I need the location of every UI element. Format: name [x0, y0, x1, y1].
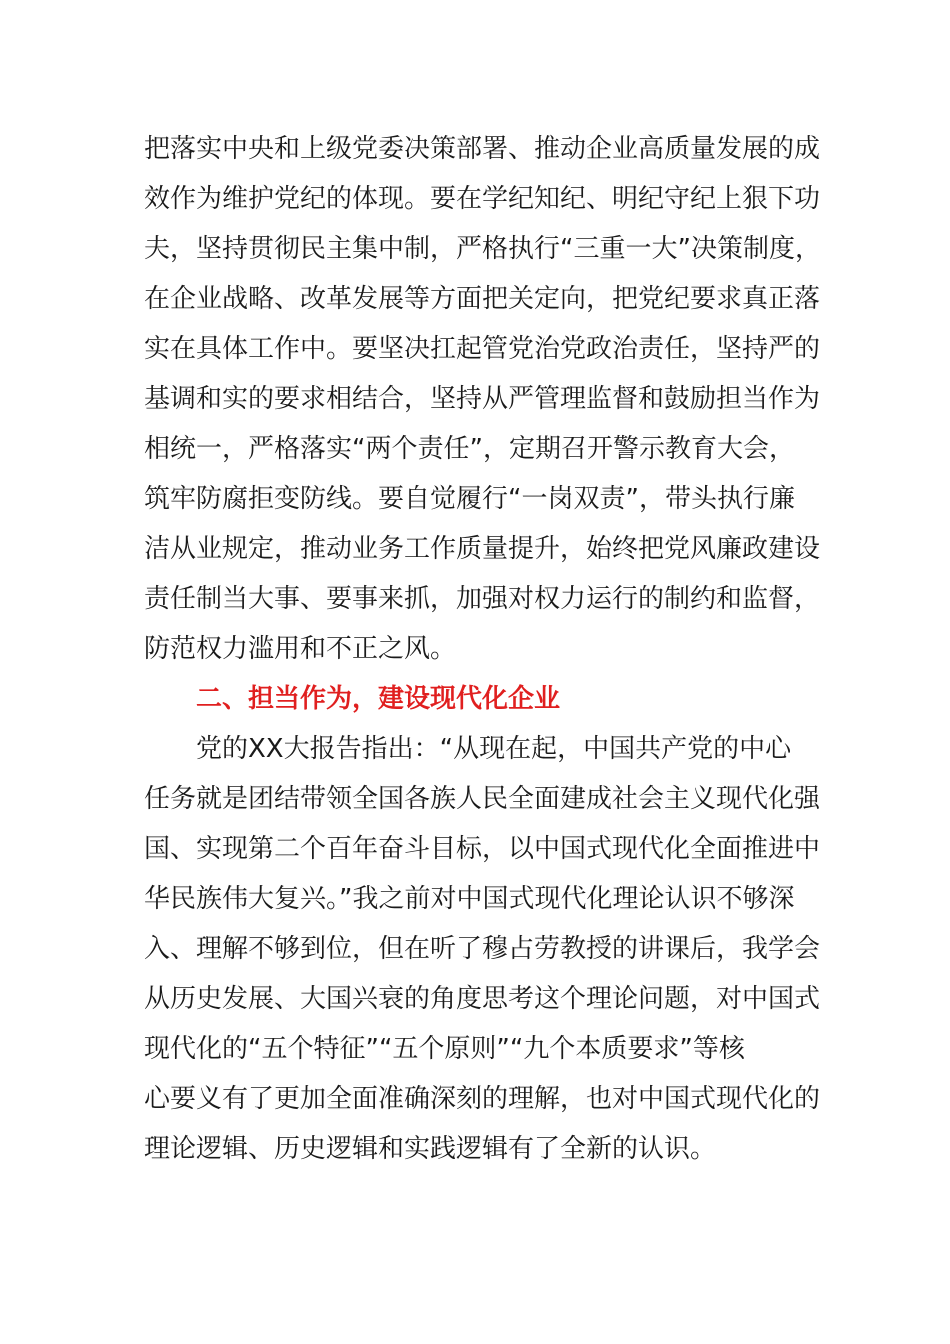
paragraph-line: 党的XX大报告指出：“从现在起，中国共产党的中心 [196, 734, 792, 764]
paragraph-line: 夫，坚持贯彻民主集中制，严格执行“三重一大”决策制度， [144, 234, 821, 264]
paragraph-line: 任务就是团结带领全国各族人民全面建成社会主义现代化强 [144, 784, 821, 814]
paragraph-line: 效作为维护党纪的体现。要在学纪知纪、明纪守纪上狠下功 [144, 184, 821, 214]
paragraph-line: 现代化的“五个特征”“五个原则”“九个本质要求”等核 [144, 1034, 745, 1064]
paragraph-line: 从历史发展、大国兴衰的角度思考这个理论问题，对中国式 [144, 984, 821, 1014]
section-heading: 二、担当作为，建设现代化企业 [196, 684, 561, 714]
paragraph-line: 国、实现第二个百年奋斗目标，以中国式现代化全面推进中 [144, 834, 821, 864]
paragraph-line: 筑牢防腐拒变防线。要自觉履行“一岗双责”，带头执行廉 [144, 484, 795, 514]
paragraph-line: 相统一，严格落实“两个责任”，定期召开警示教育大会， [144, 434, 795, 464]
paragraph-line: 洁从业规定，推动业务工作质量提升，始终把党风廉政建设 [144, 534, 821, 564]
paragraph-line: 把落实中央和上级党委决策部署、推动企业高质量发展的成 [144, 134, 821, 164]
paragraph-line: 在企业战略、改革发展等方面把关定向，把党纪要求真正落 [144, 284, 821, 314]
paragraph-line: 防范权力滥用和不正之风。 [144, 634, 457, 664]
paragraph-line: 基调和实的要求相结合，坚持从严管理监督和鼓励担当作为 [144, 384, 821, 414]
paragraph-line: 责任制当大事、要事来抓，加强对权力运行的制约和监督， [144, 584, 821, 614]
paragraph-line: 心要义有了更加全面准确深刻的理解，也对中国式现代化的 [144, 1084, 821, 1114]
paragraph-line: 入、理解不够到位，但在听了穆占劳教授的讲课后，我学会 [144, 934, 821, 964]
paragraph-line: 理论逻辑、历史逻辑和实践逻辑有了全新的认识。 [144, 1134, 717, 1164]
paragraph-line: 华民族伟大复兴。”我之前对中国式现代化理论认识不够深 [144, 884, 795, 914]
paragraph-line: 实在具体工作中。要坚决扛起管党治党政治责任，坚持严的 [144, 334, 821, 364]
